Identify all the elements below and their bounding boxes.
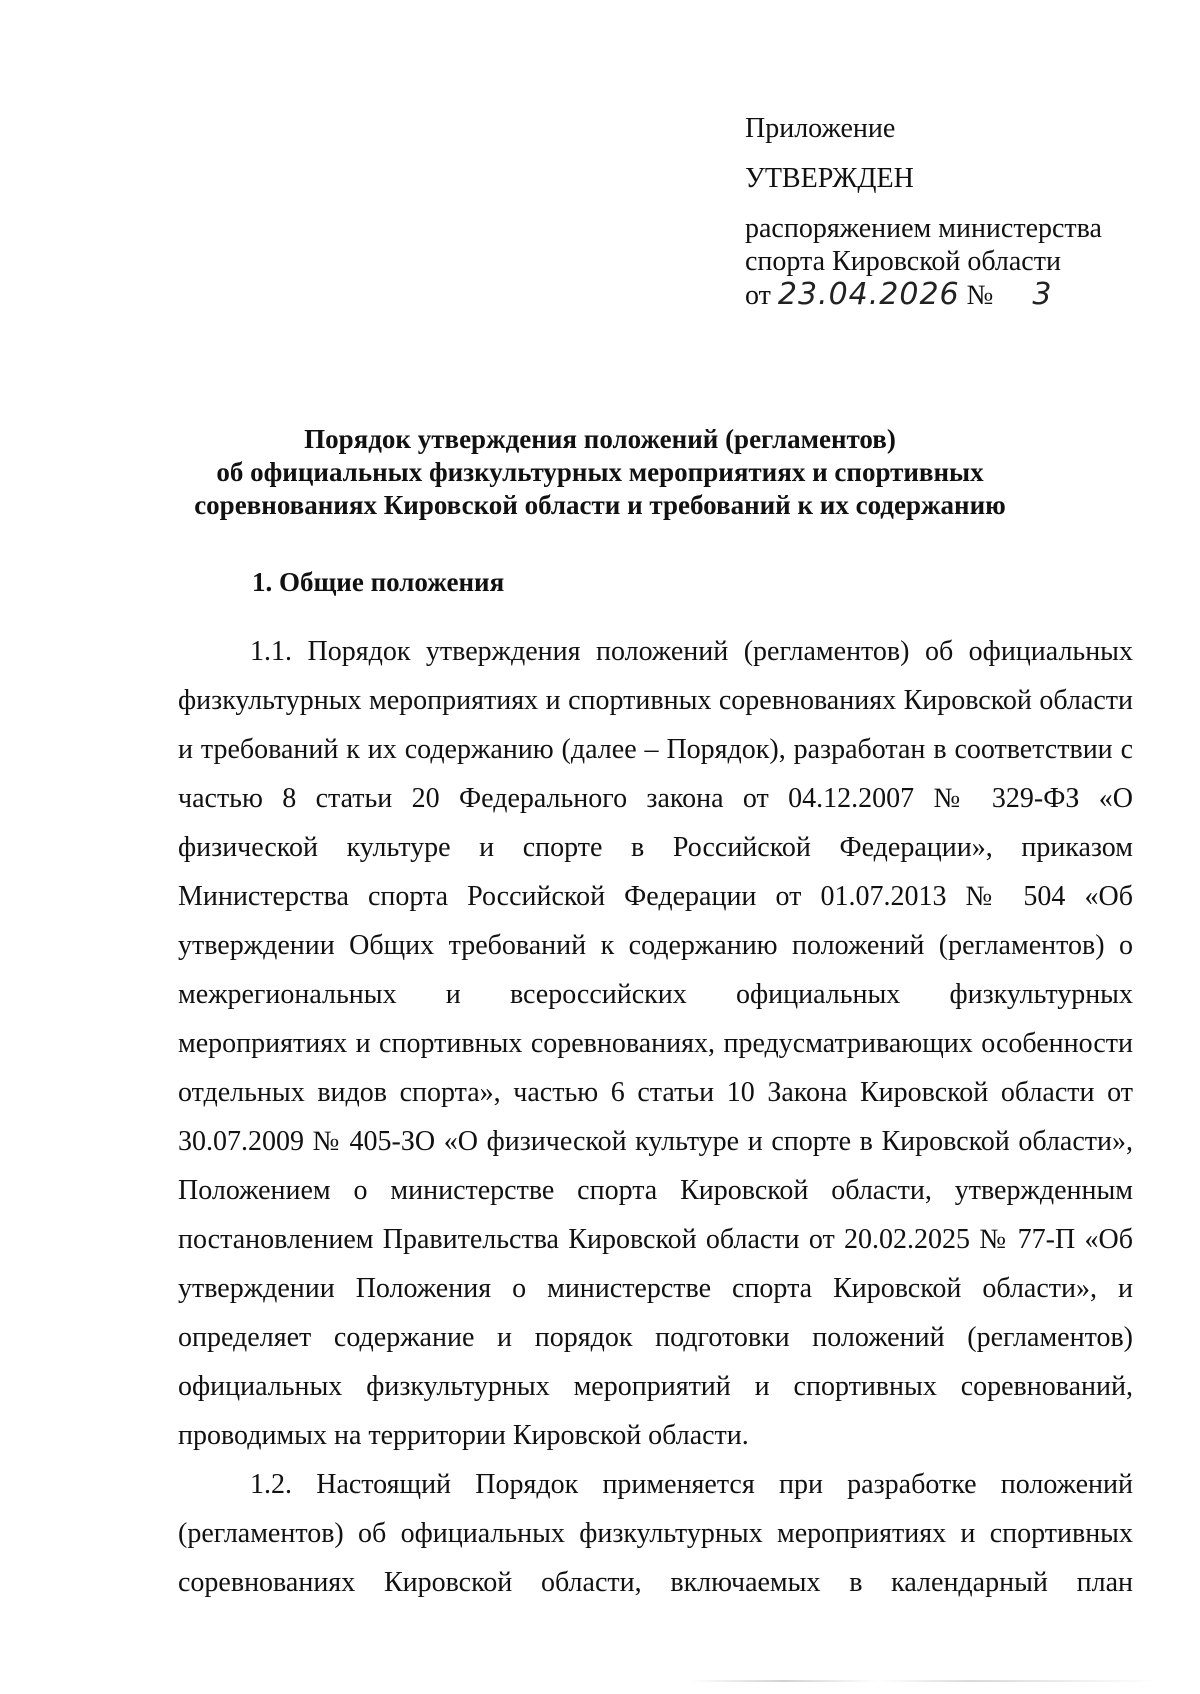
section-heading-general-provisions: 1. Общие положения bbox=[252, 567, 505, 597]
paragraph-1-1: 1.1. Порядок утверждения положений (регламентов) об официальных физкультурных мероприятиях и спортивных соревнованиях Кировской области и требований к их содержанию (далее – Порядок), разработан в соответствии с частью 8 статьи 20 Федерального закона от 04.12.2007 № 329-ФЗ «О физической культуре и спорте в Российской Федерации», приказом Министерства спорта Российской Федерации от 01.07.2013 № 504 «Об утверждении Общих требований к содержанию положений (регламентов) о межрегиональных и всероссийских официальных физкультурных мероприятиях и спортивных соревнованиях, предусматривающих особенности отдельных видов спорта», частью 6 статьи 10 Закона Кировской области от 30.07.2009 № 405-ЗО «О физической культуре и спорте в Кировской области», Положением о министерстве спорта Кировской области, утвержденным постановлением Правительства Кировской области от 20.02.2025 № 77-П «Об утверждении Положения о министерстве спорта Кировской области», и определяет содержание и порядок подготовки положений (регламентов) официальных физкультурных мероприятий и спортивных соревнований, проводимых на территории Кировской области. bbox=[178, 636, 1133, 1451]
document-body bbox=[178, 627, 1133, 1607]
approval-date-line bbox=[745, 278, 1175, 312]
appendix-label: Приложение bbox=[745, 113, 896, 144]
title-line-1: Порядок утверждения положений (регламентов) bbox=[304, 424, 896, 454]
title-line-3: соревнованиях Кировской области и требований к их содержанию bbox=[194, 490, 1006, 520]
scan-artifact bbox=[690, 1680, 1160, 1682]
date-prefix: от bbox=[745, 280, 771, 311]
approval-authority-line-1: распоряжением министерства bbox=[745, 213, 1102, 244]
title-line-2: об официальных физкультурных мероприятиях и спортивных bbox=[216, 457, 984, 487]
approval-authority-line-2: спорта Кировской области bbox=[745, 246, 1061, 277]
document-title bbox=[150, 423, 1050, 522]
number-sign: № bbox=[966, 280, 994, 311]
paragraph-1-2: 1.2. Настоящий Порядок применяется при разработке положений (регламентов) об официальных физкультурных мероприятиях и спортивных соревнованиях Кировской области, включаемых в календарный план bbox=[178, 1469, 1133, 1598]
handwritten-date: 23.04.2026 bbox=[777, 277, 960, 312]
approval-stamp-block bbox=[745, 112, 1175, 312]
handwritten-number: 3 bbox=[1032, 277, 1053, 312]
approved-label: УТВЕРЖДЕН bbox=[745, 163, 914, 194]
